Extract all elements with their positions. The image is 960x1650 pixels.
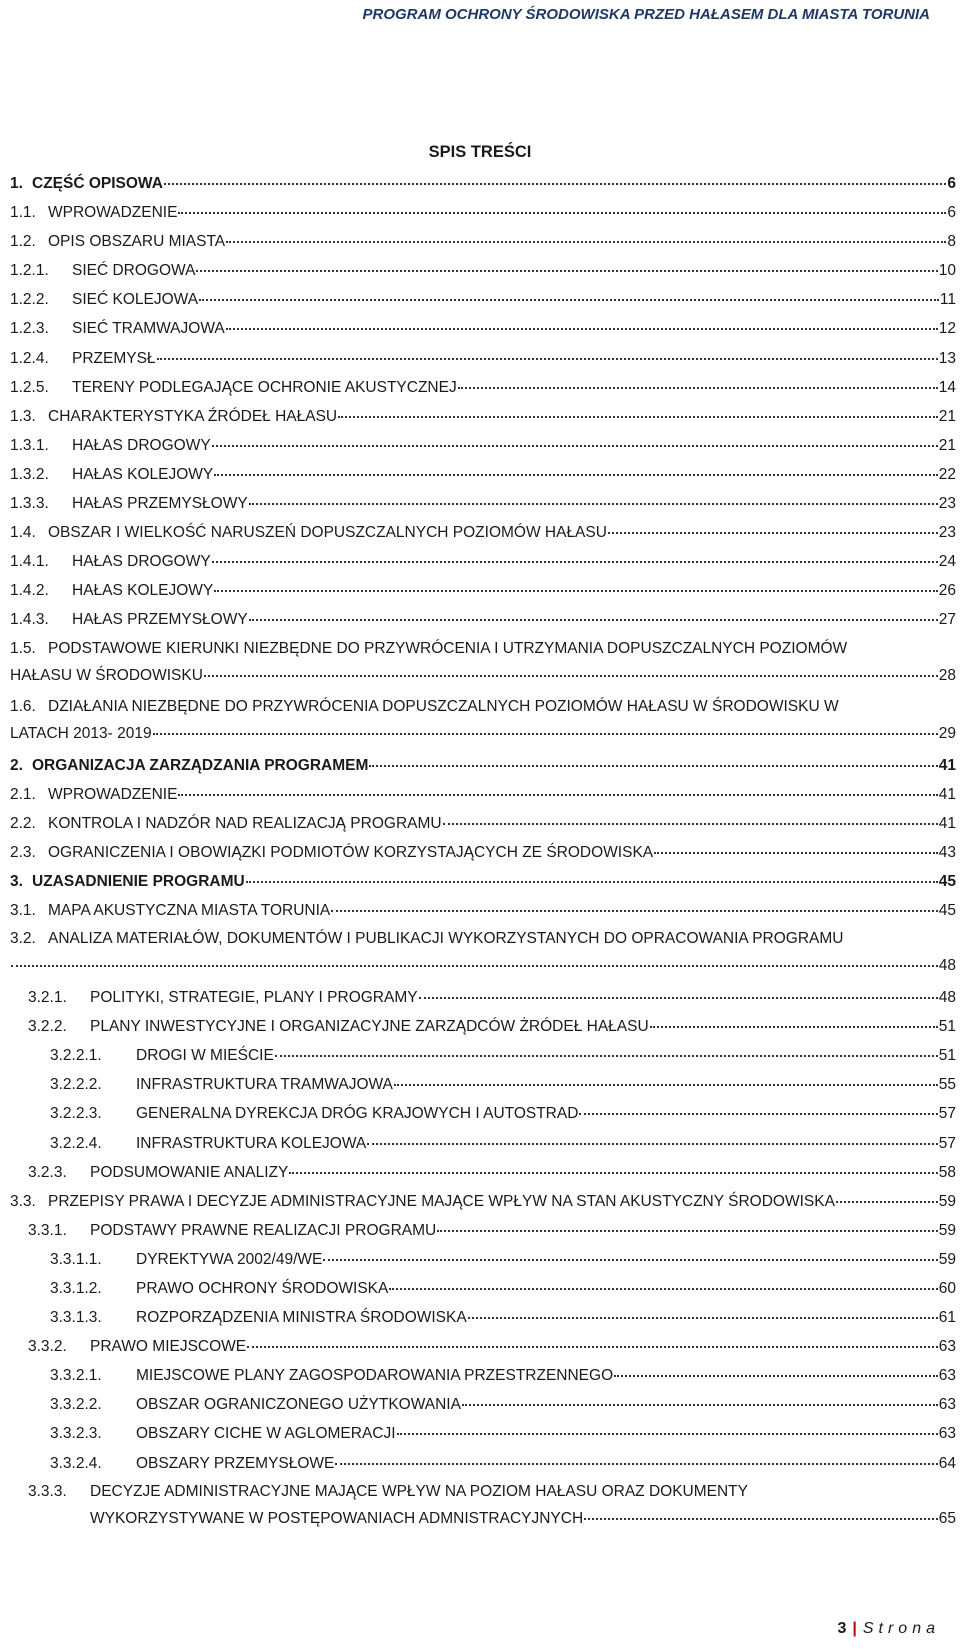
toc-entry-number: 3.2.2.3. <box>50 1105 102 1123</box>
toc-entry-page: 6 <box>947 175 956 192</box>
toc-entry-page: 21 <box>938 436 956 454</box>
toc-entry[interactable] <box>10 640 956 698</box>
toc-entry-page: 28 <box>938 666 956 684</box>
toc-entry-number: 3.3.2.2. <box>50 1396 102 1414</box>
toc-entry-line <box>28 1509 956 1541</box>
toc-dot-leader <box>275 1043 938 1057</box>
toc-entry[interactable] <box>10 785 956 814</box>
toc-dot-leader <box>247 1334 938 1348</box>
toc-entry-page: 63 <box>938 1367 956 1385</box>
toc-entry[interactable] <box>10 698 956 756</box>
toc-entry-title-cont: HAŁASU W ŚRODOWISKU <box>10 666 203 684</box>
toc-entry-title: SIEĆ KOLEJOWA <box>72 291 199 309</box>
toc-entry[interactable] <box>10 1366 956 1395</box>
toc-entry-number: 1.3. <box>10 407 36 425</box>
toc-entry-number: 1.1. <box>10 204 36 222</box>
toc-entry-page: 59 <box>938 1221 956 1239</box>
toc-entry-title: OBSZAR OGRANICZONEGO UŻYTKOWANIA <box>136 1396 461 1414</box>
toc-entry-page: 45 <box>938 872 956 890</box>
toc-entry-page: 29 <box>938 724 956 742</box>
toc-entry-page: 10 <box>938 262 956 280</box>
toc-entry[interactable] <box>10 814 956 843</box>
toc-dot-leader <box>397 1421 938 1435</box>
toc-dot-leader <box>462 1392 938 1406</box>
toc-title: SPIS TREŚCI <box>428 143 532 161</box>
toc-entry[interactable] <box>10 407 956 436</box>
toc-entry-page: 58 <box>938 1163 956 1181</box>
toc-entry[interactable] <box>10 1134 956 1163</box>
toc-dot-leader <box>389 1276 937 1290</box>
toc-entry-number: 3.1. <box>10 901 36 919</box>
toc-entry-title: OPIS OBSZARU MIASTA <box>48 233 226 251</box>
toc-entry-title: TERENY PODLEGAJĄCE OCHRONIE AKUSTYCZNEJ <box>72 378 457 396</box>
toc-dot-leader <box>226 229 946 243</box>
toc-entry-title: DZIAŁANIA NIEZBĘDNE DO PRZYWRÓCENIA DOPUSZCZALNYCH POZIOMÓW HAŁASU W ŚRODOWISKU W <box>48 697 839 715</box>
toc-dot-leader <box>214 578 937 592</box>
toc-entry[interactable] <box>10 1454 956 1483</box>
toc-entry-page: 14 <box>938 378 956 396</box>
toc-entry-title: HAŁAS PRZEMYSŁOWY <box>72 611 248 629</box>
toc-entry[interactable] <box>10 523 956 552</box>
toc-dot-leader <box>367 1131 938 1145</box>
toc-entry-number: 1.2.2. <box>10 291 49 309</box>
toc-dot-leader <box>178 782 937 796</box>
toc-entry-title: INFRASTRUKTURA TRAMWAJOWA <box>136 1076 393 1094</box>
toc-entry-number: 3.2.1. <box>28 989 67 1007</box>
toc-entry[interactable] <box>10 232 956 261</box>
toc-entry-number: 3. <box>10 872 23 890</box>
toc-dot-leader <box>212 433 938 447</box>
toc-entry-title: MIEJSCOWE PLANY ZAGOSPODAROWANIA PRZESTRZENNEGO <box>136 1367 614 1385</box>
toc-entry-title: DECYZJE ADMINISTRACYJNE MAJĄCE WPŁYW NA POZIOM HAŁASU ORAZ DOKUMENTY <box>90 1482 748 1500</box>
toc-entry-title: OBSZARY CICHE W AGLOMERACJI <box>136 1425 396 1443</box>
toc-dot-leader <box>654 840 938 854</box>
toc-entry-title: ANALIZA MATERIAŁÓW, DOKUMENTÓW I PUBLIKACJI WYKORZYSTANYCH DO OPRACOWANIA PROGRAMU <box>48 930 844 948</box>
toc-entry-title: MAPA AKUSTYCZNA MIASTA TORUNIA <box>48 901 331 919</box>
toc-entry-title: OGRANICZENIA I OBOWIĄZKI PODMIOTÓW KORZYSTAJĄCYCH ZE ŚRODOWISKA <box>48 843 654 861</box>
toc-entry-page: 41 <box>938 756 956 774</box>
toc-dot-leader <box>331 898 938 912</box>
toc-entry-title: UZASADNIENIE PROGRAMU <box>32 872 245 890</box>
toc-entry-number: 3.3.3. <box>28 1482 67 1500</box>
toc-entry-number: 1.5. <box>10 639 36 657</box>
toc-entry-number: 2. <box>10 756 23 774</box>
toc-entry-page: 57 <box>938 1105 956 1123</box>
toc-entry-number: 3.3.2. <box>28 1338 67 1356</box>
toc-entry-number: 1.4.2. <box>10 582 49 600</box>
toc-entry-number: 1.2.5. <box>10 378 49 396</box>
toc-dot-leader <box>204 663 938 677</box>
toc-entry-title: PRZEMYSŁ <box>72 349 156 367</box>
toc-entry[interactable] <box>10 1279 956 1308</box>
toc-entry[interactable] <box>10 261 956 290</box>
toc-dot-leader <box>196 258 937 272</box>
toc-entry-title: ROZPORZĄDZENIA MINISTRA ŚRODOWISKA <box>136 1309 467 1327</box>
toc-entry-title: GENERALNA DYREKCJA DRÓG KRAJOWYCH I AUTOSTRAD <box>136 1105 579 1123</box>
toc-entry-title: HAŁAS KOLEJOWY <box>72 465 214 483</box>
toc-entry-page: 41 <box>938 785 956 803</box>
toc-dot-leader <box>614 1363 938 1377</box>
toc-entry-number: 2.2. <box>10 814 36 832</box>
toc-dot-leader <box>437 1218 938 1232</box>
toc-entry-page: 22 <box>938 465 956 483</box>
toc-entry-number: 3.2.2.2. <box>50 1076 102 1094</box>
toc-dot-leader <box>338 404 938 418</box>
toc-entry-number: 1.2.4. <box>10 349 49 367</box>
toc-entry-page: 64 <box>938 1454 956 1472</box>
toc-entry-number: 3.2.2. <box>28 1018 67 1036</box>
toc-entry-title: HAŁAS PRZEMYSŁOWY <box>72 495 248 513</box>
toc-entry-page: 12 <box>938 320 956 338</box>
toc-entry-page: 51 <box>938 1018 956 1036</box>
toc-entry-number: 3.2.2.1. <box>50 1047 102 1065</box>
toc-entry[interactable] <box>10 349 956 378</box>
toc-entry[interactable] <box>10 1192 956 1221</box>
toc-dot-leader <box>164 171 946 185</box>
toc-entry-number: 3.2. <box>10 930 36 948</box>
toc-entry-page: 21 <box>938 407 956 425</box>
toc-entry-number: 1.4.1. <box>10 553 49 571</box>
toc-entry[interactable] <box>10 1017 956 1046</box>
toc-entry-line <box>10 956 956 988</box>
toc-entry-title-cont: LATACH 2013- 2019 <box>10 724 152 742</box>
toc-dot-leader <box>584 1506 938 1520</box>
toc-dot-leader <box>157 346 938 360</box>
toc-entry[interactable] <box>10 901 956 930</box>
toc-entry-page: 61 <box>938 1309 956 1327</box>
toc-entry-page: 48 <box>938 957 956 975</box>
toc-entry-number: 2.1. <box>10 785 36 803</box>
toc-entry-number: 3.3.1. <box>28 1221 67 1239</box>
toc-entry-page: 63 <box>938 1425 956 1443</box>
toc-entry-number: 3.3. <box>10 1192 36 1210</box>
toc-entry-title: WPROWADZENIE <box>48 204 178 222</box>
toc-entry[interactable] <box>10 756 956 785</box>
toc-entry-number: 2.3. <box>10 843 36 861</box>
toc-entry-number: 1.4.3. <box>10 611 49 629</box>
toc-entry-page: 63 <box>938 1396 956 1414</box>
toc-entry-title: ORGANIZACJA ZARZĄDZANIA PROGRAMEM <box>32 756 369 774</box>
toc-entry[interactable] <box>10 174 956 203</box>
toc-entry-number: 1.3.2. <box>10 465 49 483</box>
toc-entry-title: OBSZARY PRZEMYSŁOWE <box>136 1454 335 1472</box>
toc-entry-number: 1. <box>10 175 23 192</box>
toc-entry-title: PRAWO OCHRONY ŚRODOWISKA <box>136 1280 389 1297</box>
toc-dot-leader <box>199 287 939 301</box>
toc-entry-title: PODSTAWOWE KIERUNKI NIEZBĘDNE DO PRZYWRÓCENIA I UTRZYMANIA DOPUSZCZALNYCH POZIOMÓW <box>48 639 848 657</box>
toc-entry-page: 55 <box>938 1076 956 1094</box>
toc-dot-leader <box>836 1189 938 1203</box>
page-header: PROGRAM OCHRONY ŚRODOWISKA PRZED HAŁASEM DLA MIASTA TORUNIA <box>362 6 930 23</box>
toc-entry-title: OBSZAR I WIELKOŚĆ NARUSZEŃ DOPUSZCZALNYCH POZIOMÓW HAŁASU <box>48 524 607 542</box>
toc-entry[interactable] <box>10 378 956 407</box>
toc-entry[interactable] <box>10 610 956 639</box>
toc-entry-number: 3.3.1.2. <box>50 1280 102 1297</box>
toc-dot-leader <box>323 1247 937 1261</box>
toc-entry-title-cont: WYKORZYSTYWANE W POSTĘPOWANIACH ADMNISTRACYJNYCH <box>90 1509 584 1527</box>
toc-dot-leader <box>335 1451 937 1465</box>
toc-entry[interactable] <box>10 988 956 1017</box>
toc-entry[interactable] <box>10 494 956 523</box>
toc-entry-page: 41 <box>938 814 956 832</box>
toc-entry-title: SIEĆ TRAMWAJOWA <box>72 320 225 338</box>
toc-entry-page: 63 <box>938 1338 956 1356</box>
footer-separator: | <box>852 1620 857 1637</box>
toc-entry-title: DROGI W MIEŚCIE <box>136 1047 274 1065</box>
toc-entry[interactable] <box>10 1395 956 1424</box>
toc-entry[interactable] <box>10 1104 956 1133</box>
toc-entry-page: 59 <box>938 1250 956 1268</box>
toc-entry-page: 48 <box>938 989 956 1007</box>
toc-entry-page: 59 <box>938 1192 956 1210</box>
toc-entry-number: 1.3.1. <box>10 436 49 454</box>
toc-entry[interactable] <box>10 872 956 901</box>
toc-entry-line <box>10 724 956 756</box>
toc-entry-page: 26 <box>938 582 956 600</box>
toc-entry-page: 11 <box>939 291 956 309</box>
toc-entry[interactable] <box>10 1075 956 1104</box>
toc-entry-page: 23 <box>938 495 956 513</box>
toc-entry-page: 43 <box>938 843 956 861</box>
toc-entry-number: 1.6. <box>10 697 36 715</box>
toc-entry-title: PODSUMOWANIE ANALIZY <box>90 1163 289 1181</box>
toc-entry-title: PODSTAWY PRAWNE REALIZACJI PROGRAMU <box>90 1221 437 1239</box>
toc-entry-title: INFRASTRUKTURA KOLEJOWA <box>136 1134 367 1152</box>
toc-dot-leader <box>249 607 938 621</box>
toc-entry-title: DYREKTYWA 2002/49/WE <box>136 1250 323 1268</box>
toc-entry-page: 57 <box>938 1134 956 1152</box>
toc-entry[interactable] <box>10 1221 956 1250</box>
footer-label: Strona <box>862 1620 940 1637</box>
toc-dot-leader <box>11 953 938 967</box>
toc-dot-leader <box>443 811 938 825</box>
toc-entry-number: 1.2. <box>10 233 36 251</box>
toc-entry[interactable] <box>10 436 956 465</box>
toc-entry-page: 51 <box>938 1047 956 1065</box>
toc-entry-number: 3.3.2.1. <box>50 1367 102 1385</box>
toc-entry-line <box>10 666 956 698</box>
toc-entry[interactable] <box>10 581 956 610</box>
toc-entry-page: 27 <box>938 611 956 629</box>
table-of-contents <box>10 174 956 1541</box>
toc-entry-title: PRZEPISY PRAWA I DECYZJE ADMINISTRACYJNE MAJĄCE WPŁYW NA STAN AKUSTYCZNY ŚRODOWISKA <box>48 1192 835 1210</box>
toc-entry-number: 3.3.1.1. <box>50 1250 102 1268</box>
toc-entry-number: 1.2.3. <box>10 320 49 338</box>
toc-dot-leader <box>394 1072 938 1086</box>
toc-entry-number: 1.2.1. <box>10 262 49 280</box>
toc-entry[interactable] <box>10 552 956 581</box>
toc-entry[interactable] <box>10 1483 956 1541</box>
toc-entry-title: PLANY INWESTYCYJNE I ORGANIZACYJNE ZARZĄDCÓW ŻRÓDEŁ HAŁASU <box>90 1018 649 1036</box>
toc-entry-title: CZĘŚĆ OPISOWA <box>32 175 163 192</box>
toc-entry-title: HAŁAS DROGOWY <box>72 436 211 454</box>
toc-entry-page: 24 <box>938 553 956 571</box>
toc-entry-page: 6 <box>947 204 956 222</box>
toc-dot-leader <box>226 316 938 330</box>
toc-entry[interactable] <box>10 1308 956 1337</box>
toc-dot-leader <box>369 753 937 767</box>
toc-entry[interactable] <box>10 1250 956 1279</box>
toc-entry[interactable] <box>10 319 956 348</box>
toc-entry-title: SIEĆ DROGOWA <box>72 262 196 280</box>
toc-entry-title: PRAWO MIEJSCOWE <box>90 1338 247 1356</box>
toc-entry[interactable] <box>10 290 956 319</box>
toc-entry-number: 3.2.3. <box>28 1163 67 1181</box>
toc-entry-title: KONTROLA I NADZÓR NAD REALIZACJĄ PROGRAMU <box>48 814 442 832</box>
toc-dot-leader <box>214 462 937 476</box>
toc-entry-number: 1.4. <box>10 524 36 542</box>
toc-dot-leader <box>458 375 938 389</box>
toc-entry-page: 45 <box>938 901 956 919</box>
toc-entry[interactable] <box>10 203 956 232</box>
toc-entry[interactable] <box>10 1163 956 1192</box>
page-number: 3 <box>837 1620 847 1637</box>
toc-dot-leader <box>246 869 938 883</box>
toc-entry[interactable] <box>10 1046 956 1075</box>
toc-entry-page: 23 <box>938 524 956 542</box>
toc-dot-leader <box>249 491 938 505</box>
toc-dot-leader <box>608 520 938 534</box>
toc-entry[interactable] <box>10 930 956 988</box>
toc-entry-number: 1.3.3. <box>10 495 49 513</box>
toc-entry-page: 13 <box>938 349 956 367</box>
toc-entry[interactable] <box>10 465 956 494</box>
toc-entry-number: 3.2.2.4. <box>50 1134 102 1152</box>
toc-dot-leader <box>212 549 938 563</box>
toc-entry-page: 65 <box>938 1509 956 1527</box>
toc-entry[interactable] <box>10 1424 956 1453</box>
toc-dot-leader <box>153 721 938 735</box>
toc-entry-page: 8 <box>947 233 956 251</box>
toc-entry-title: CHARAKTERYSTYKA ŹRÓDEŁ HAŁASU <box>48 407 338 425</box>
toc-entry-page: 60 <box>938 1280 956 1297</box>
page-footer <box>837 1620 940 1638</box>
toc-dot-leader <box>419 985 938 999</box>
toc-dot-leader <box>650 1014 938 1028</box>
toc-entry[interactable] <box>10 1337 956 1366</box>
toc-dot-leader <box>178 200 946 214</box>
toc-entry-number: 3.3.1.3. <box>50 1309 102 1327</box>
toc-entry-title: POLITYKI, STRATEGIE, PLANY I PROGRAMY <box>90 989 418 1007</box>
toc-entry[interactable] <box>10 843 956 872</box>
toc-dot-leader <box>468 1305 938 1319</box>
toc-dot-leader <box>579 1101 937 1115</box>
toc-dot-leader <box>289 1160 937 1174</box>
toc-entry-title: HAŁAS KOLEJOWY <box>72 582 214 600</box>
toc-entry-number: 3.3.2.4. <box>50 1454 102 1472</box>
toc-entry-title: HAŁAS DROGOWY <box>72 553 211 571</box>
toc-entry-title: WPROWADZENIE <box>48 785 178 803</box>
toc-entry-number: 3.3.2.3. <box>50 1425 102 1443</box>
